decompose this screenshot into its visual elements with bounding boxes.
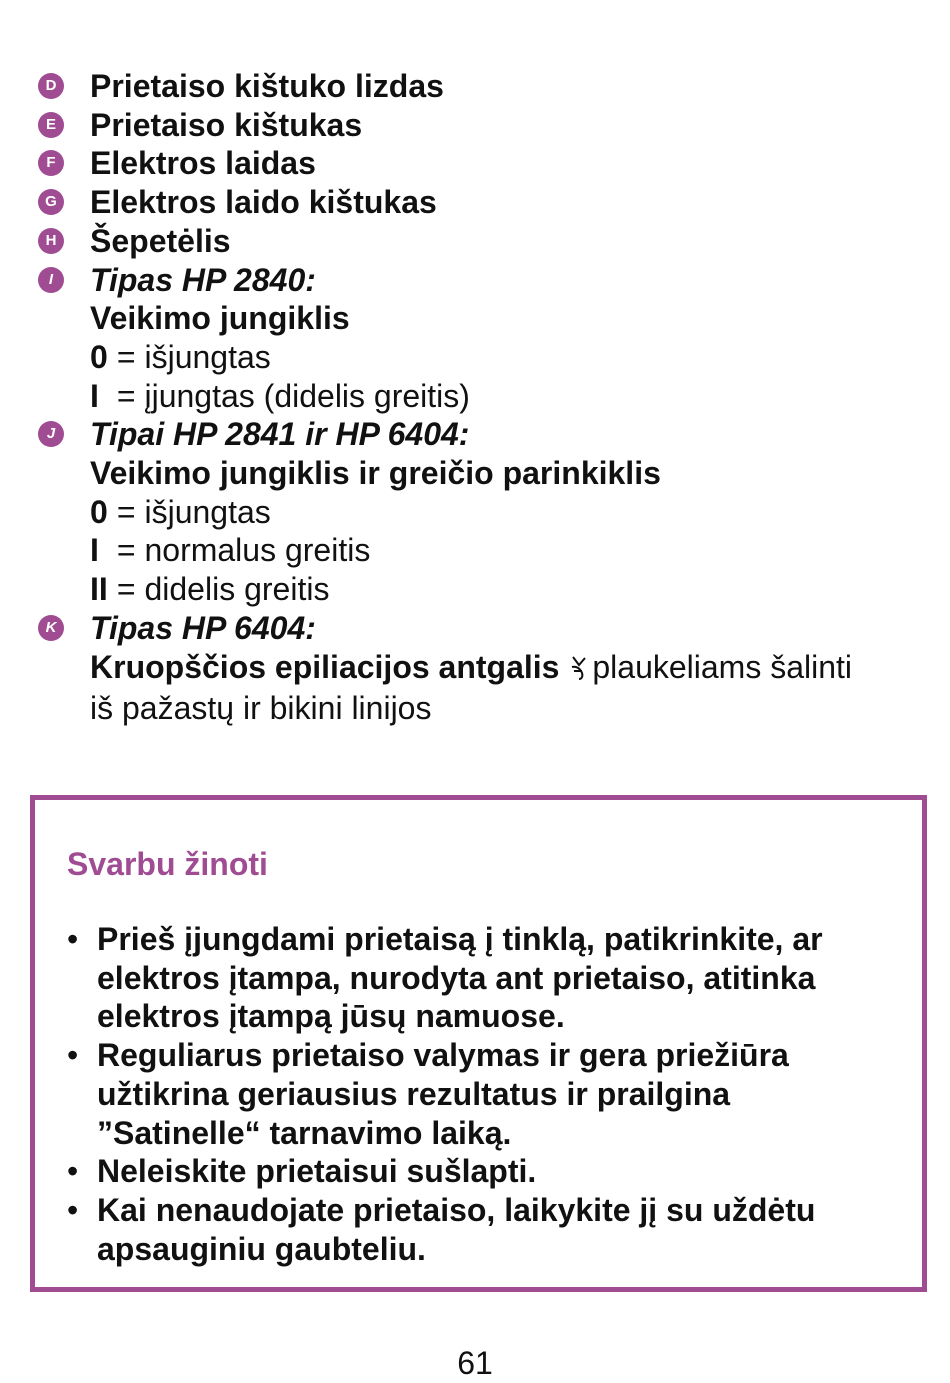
part-i-setting [38, 338, 928, 377]
bikini-area-icon [570, 651, 588, 690]
part-e [38, 106, 928, 145]
part-k-model-label: Tipas HP 6404: [90, 609, 316, 646]
notice-line: Reguliarus prietaiso valymas ir gera priežiūra [97, 1037, 789, 1074]
part-g-label: Elektros laido kištukas [90, 184, 437, 221]
notice-line: Prieš įjungdami prietaisą į tinklą, patikrinkite, ar [97, 921, 823, 957]
part-d-label: Prietaiso kištuko lizdas [90, 68, 444, 104]
notice-title: Svarbu žinoti [67, 846, 268, 882]
part-j-setting [38, 493, 928, 532]
notice-line: elektros įtampa, nurodyta ant prietaiso, atitinka [97, 959, 816, 996]
badge-j: J [38, 421, 64, 447]
bullet-icon: • [67, 1191, 79, 1228]
bullet-icon: • [67, 921, 79, 957]
notice-line: Kai nenaudojate prietaiso, laikykite jį su uždėtu [97, 1191, 816, 1228]
part-h-label: Šepetėlis [90, 222, 231, 259]
notice-item [67, 1036, 907, 1152]
page-number: 61 [457, 1345, 493, 1381]
badge-g: G [38, 189, 64, 215]
part-i-model [38, 261, 928, 300]
part-j-setting [38, 570, 928, 609]
part-g [38, 183, 928, 222]
part-k-title [38, 648, 928, 690]
badge-f: F [38, 150, 64, 176]
part-k-description: plaukeliams šalinti [592, 648, 853, 685]
setting-description: = įjungtas (didelis greitis) [108, 377, 470, 414]
setting-description: = išjungtas [108, 338, 271, 375]
setting-description: = normalus greitis [108, 532, 371, 569]
bullet-icon: • [67, 1037, 79, 1074]
setting-description: = didelis greitis [108, 571, 330, 608]
notice-item [67, 1152, 907, 1191]
notice-line: užtikrina geriausius rezultatus ir prailgina [97, 1075, 731, 1112]
part-d [38, 67, 928, 106]
setting-symbol: II [90, 571, 108, 608]
notice-list [67, 920, 907, 1268]
parts-list [38, 67, 928, 728]
notice-item [67, 920, 907, 1036]
part-f [38, 144, 928, 183]
setting-symbol: 0 [90, 338, 108, 375]
setting-symbol: I [90, 377, 99, 414]
part-j-setting [38, 531, 928, 570]
setting-symbol: 0 [90, 493, 108, 530]
badge-i: I [38, 267, 64, 293]
notice-line: ”Satinelle“ tarnavimo laiką. [97, 1114, 512, 1151]
part-j-title: Veikimo jungiklis ir greičio parinkiklis [90, 455, 661, 492]
part-k-title-label: Kruopščios epiliacijos antgalis [90, 648, 560, 685]
part-j-model [38, 415, 928, 454]
part-i-title: Veikimo jungiklis [90, 300, 350, 337]
bullet-icon: • [67, 1153, 79, 1190]
part-h [38, 222, 928, 261]
part-i-model-label: Tipas HP 2840: [90, 261, 316, 298]
notice-item [67, 1191, 907, 1268]
part-i-setting [38, 377, 928, 416]
part-j-model-label: Tipai HP 2841 ir HP 6404: [90, 416, 470, 453]
badge-e: E [38, 112, 64, 138]
part-e-label: Prietaiso kištukas [90, 106, 363, 143]
part-k-description-2: iš pažastų ir bikini linijos [90, 690, 432, 727]
part-k-model [38, 609, 928, 648]
notice-line: elektros įtampą jūsų namuose. [97, 998, 565, 1035]
part-f-label: Elektros laidas [90, 145, 316, 182]
notice-line: apsauginiu gaubteliu. [97, 1230, 426, 1267]
notice-line: Neleiskite prietaisui sušlapti. [97, 1153, 537, 1190]
badge-d: D [38, 73, 64, 99]
important-notice-box [30, 795, 927, 1292]
setting-symbol: I [90, 532, 99, 569]
setting-description: = išjungtas [108, 493, 271, 530]
badge-h: H [38, 228, 64, 254]
badge-k: K [38, 615, 64, 641]
